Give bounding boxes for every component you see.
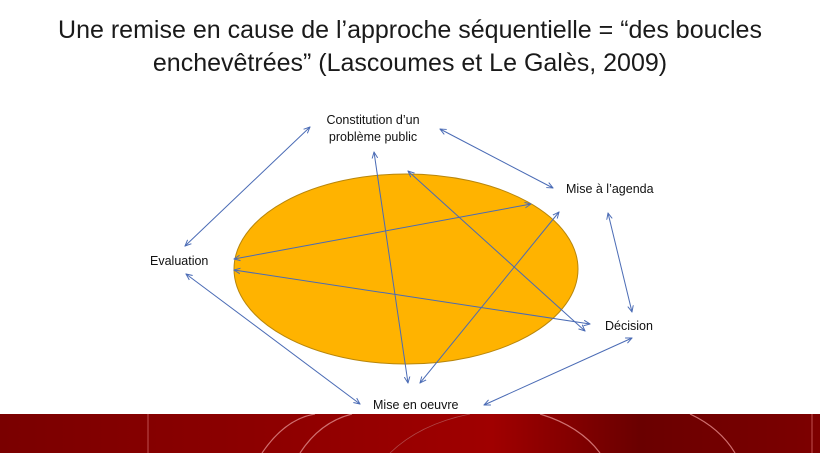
node-constitution-line-1: Constitution d’un [326, 113, 420, 127]
footer-band [0, 414, 820, 453]
slide-title-line-2: enchevêtrées” (Lascoumes et Le Galès, 2009) [152, 49, 668, 77]
footer-decoration [0, 414, 820, 453]
slide-title-line-1: Une remise en cause de l’approche séquentielle = “des boucles [58, 16, 762, 44]
node-agenda: Mise à l’agenda [566, 182, 654, 196]
central-ellipse [234, 174, 578, 364]
node-oeuvre: Mise en oeuvre [373, 398, 459, 412]
node-constitution-line-2: problème public [328, 130, 418, 144]
node-decision: Décision [605, 319, 653, 333]
arrow-agenda-decision [608, 213, 632, 312]
arrow-decision-oeuvre [484, 338, 632, 405]
node-evaluation: Evaluation [150, 254, 209, 268]
